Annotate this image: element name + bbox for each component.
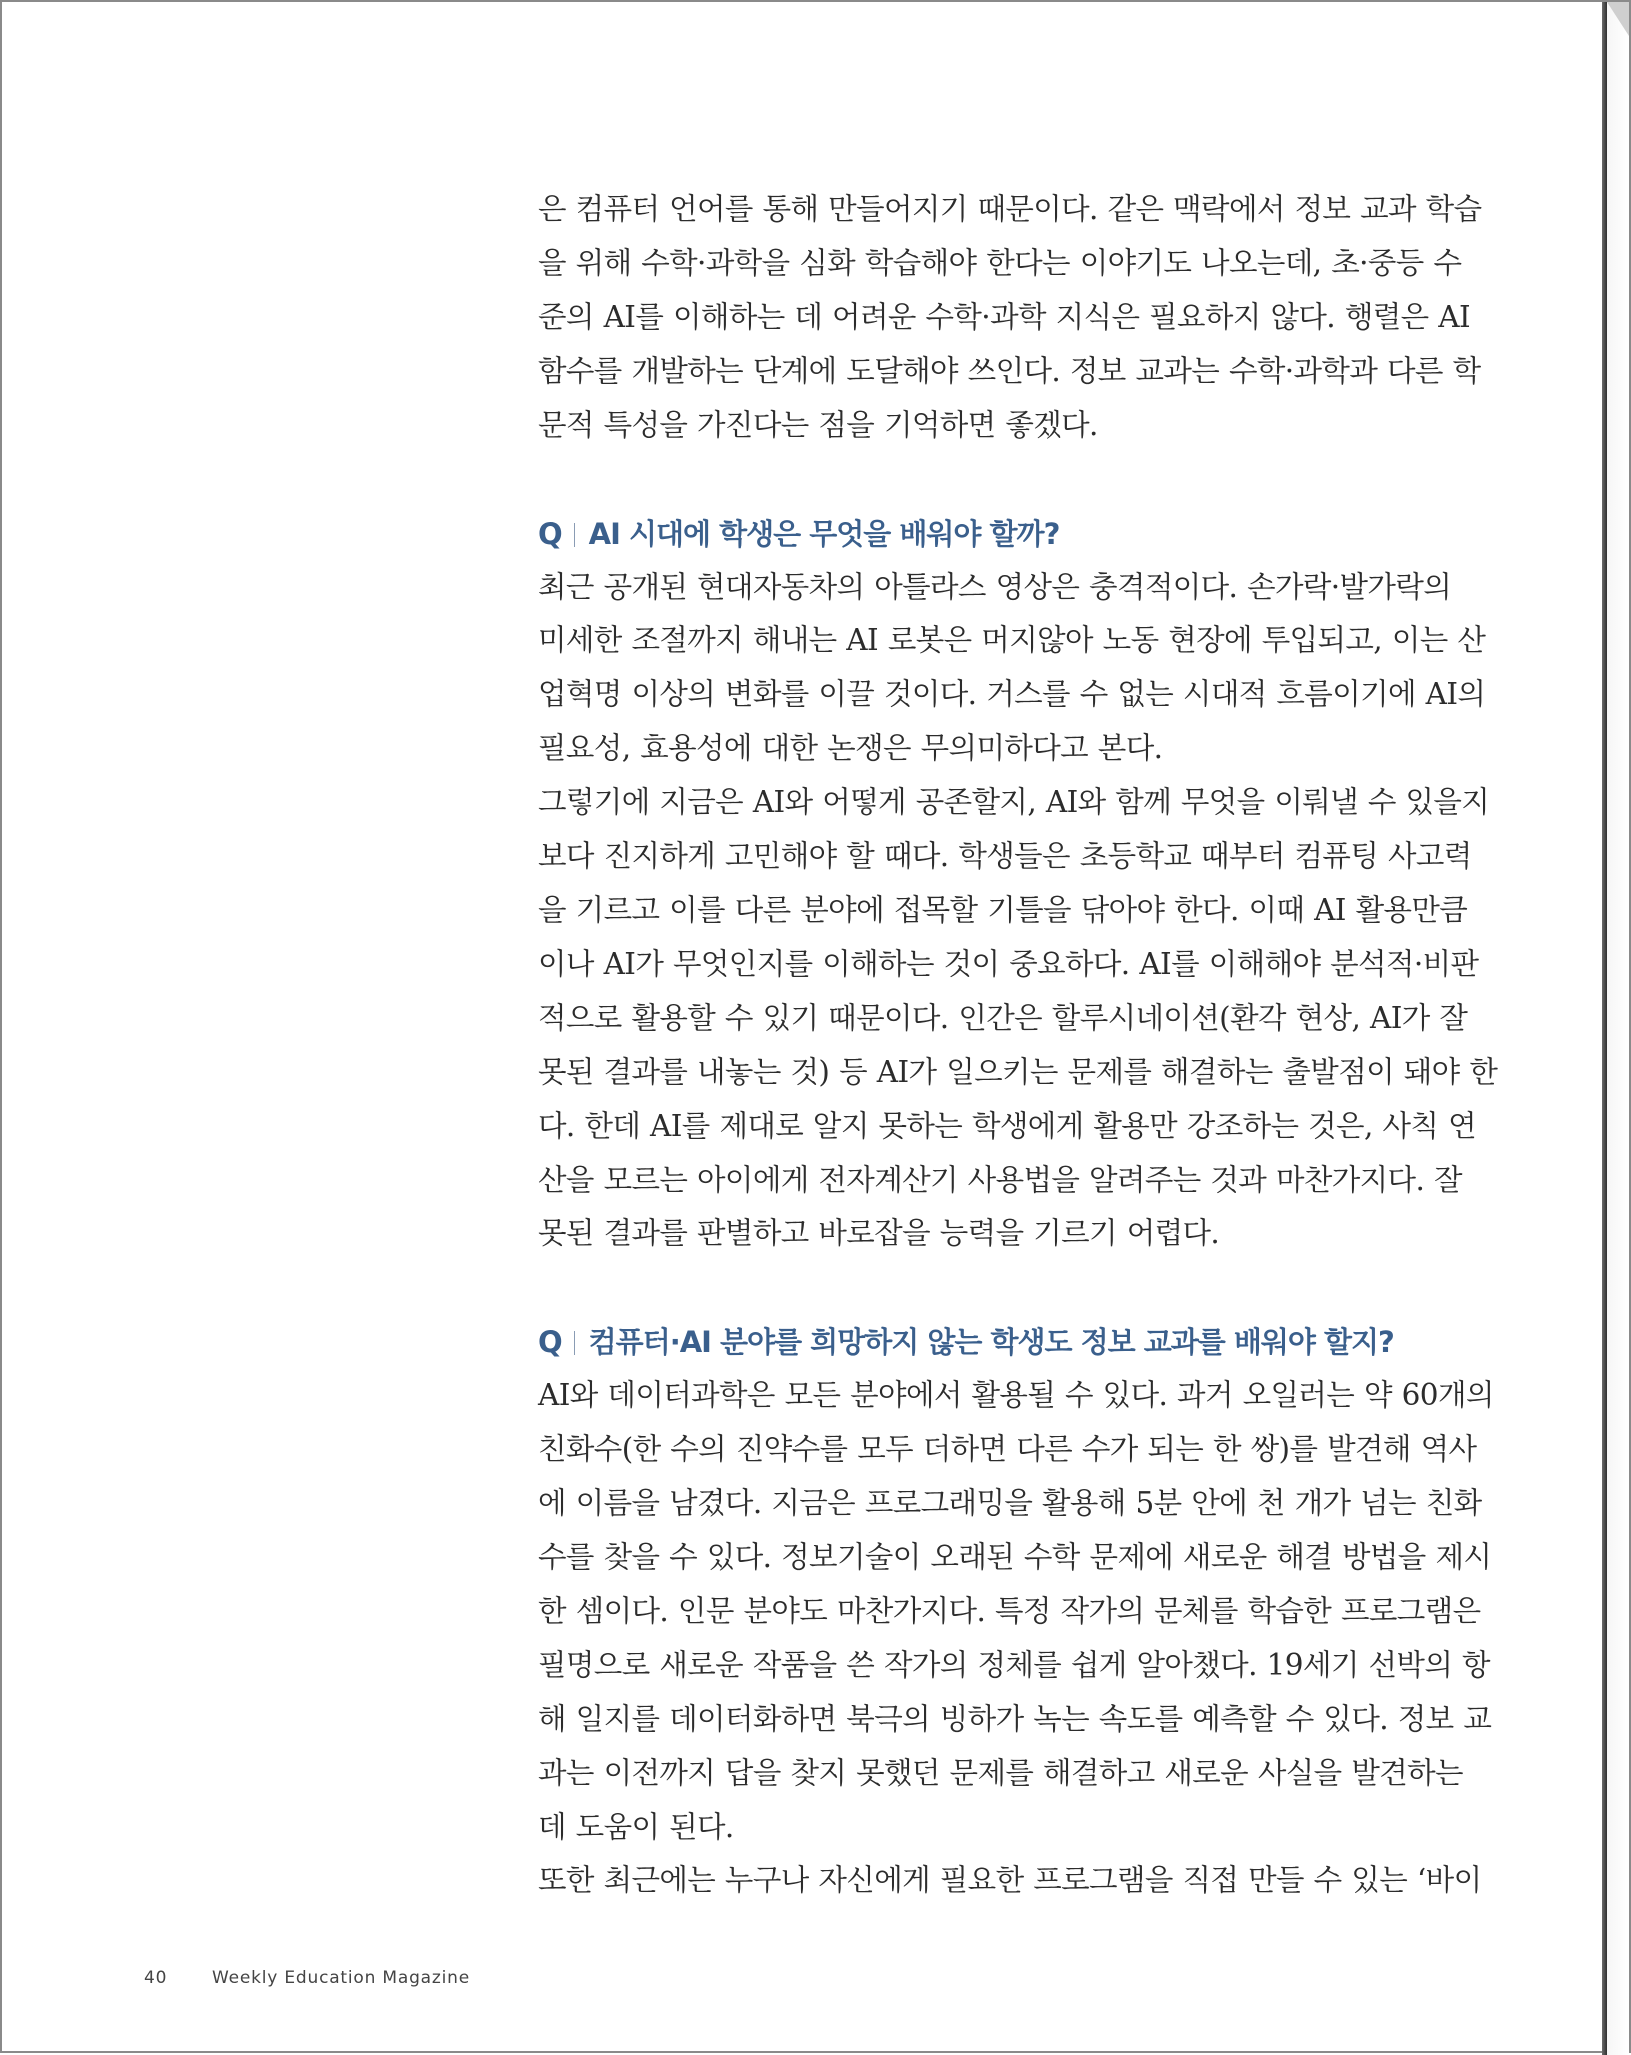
section2-paragraph-1	[538, 1369, 1494, 1854]
text-line: 친화수(한 수의 진약수를 모두 더하면 다른 수가 되는 한 쌍)를 발견해 역사	[538, 1432, 1477, 1467]
text-line: 은 컴퓨터 언어를 통해 만들어지기 때문이다. 같은 맥락에서 정보 교과 학습	[538, 192, 1482, 226]
section-heading-info-subject	[538, 1315, 1444, 1369]
text-line: 다. 한데 AI를 제대로 알지 못하는 학생에게 활용만 강조하는 것은, 사칙 연	[538, 1108, 1476, 1143]
section1-paragraph-1	[538, 561, 1486, 777]
article-body	[538, 183, 1498, 1908]
section-spacer	[538, 1261, 1444, 1315]
text-line: 업혁명 이상의 변화를 이끌 것이다. 거스를 수 없는 시대적 흐름이기에 AI의	[538, 677, 1486, 712]
text-line: 해 일지를 데이터화하면 북극의 빙하가 녹는 속도를 예측할 수 있다. 정보 교	[538, 1701, 1492, 1736]
text-line: 한 셈이다. 인문 분야도 마찬가지다. 특정 작가의 문체를 학습한 프로그램은	[538, 1593, 1481, 1628]
section1-paragraph-2	[538, 776, 1498, 1261]
text-line: 을 위해 수학·과학을 심화 학습해야 한다는 이야기도 나오는데, 초·중등 수	[538, 245, 1462, 280]
section2-paragraph-2	[538, 1854, 1482, 1908]
text-line: 필요성, 효용성에 대한 논쟁은 무의미하다고 본다.	[538, 731, 1163, 766]
section-heading-ai-era	[538, 507, 1444, 561]
intro-paragraph	[538, 183, 1482, 453]
heading-divider	[574, 523, 575, 547]
text-line: 데 도움이 된다.	[538, 1809, 734, 1844]
text-line: 또한 최근에는 누구나 자신에게 필요한 프로그램을 직접 만들 수 있는 ‘바이	[538, 1863, 1482, 1898]
text-line: 그렇기에 지금은 AI와 어떻게 공존할지, AI와 함께 무엇을 이뤄낼 수 있을지	[538, 785, 1490, 820]
text-line: 준의 AI를 이해하는 데 어려운 수학·과학 지식은 필요하지 않다. 행렬은 AI	[538, 299, 1471, 334]
heading-divider	[574, 1331, 575, 1355]
text-line: 에 이름을 남겼다. 지금은 프로그래밍을 활용해 5분 안에 천 개가 넘는 친화	[538, 1486, 1482, 1521]
question-text: AI 시대에 학생은 무엇을 배워야 할까?	[588, 516, 1060, 551]
section-spacer	[538, 453, 1444, 507]
text-line: 이나 AI가 무엇인지를 이해하는 것이 중요하다. AI를 이해해야 분석적·비판	[538, 946, 1479, 981]
text-line: 필명으로 새로운 작품을 쓴 작가의 정체를 쉽게 알아챘다. 19세기 선박의 항	[538, 1647, 1490, 1682]
page-corner	[1607, 2, 1629, 36]
text-line: 산을 모르는 아이에게 전자계산기 사용법을 알려주는 것과 마찬가지다. 잘	[538, 1162, 1462, 1197]
page-edge-shadow	[1602, 2, 1607, 2055]
page-footer	[144, 1968, 470, 1988]
question-label: Q	[538, 516, 562, 551]
text-line: 미세한 조절까지 해내는 AI 로봇은 머지않아 노동 현장에 투입되고, 이는 산	[538, 623, 1486, 658]
text-line: 못된 결과를 내놓는 것) 등 AI가 일으키는 문제를 해결하는 출발점이 돼야 한	[538, 1054, 1498, 1089]
text-line: 문적 특성을 가진다는 점을 기억하면 좋겠다.	[538, 407, 1098, 442]
text-line: 보다 진지하게 고민해야 할 때다. 학생들은 초등학교 때부터 컴퓨팅 사고력	[538, 839, 1472, 874]
text-line: AI와 데이터과학은 모든 분야에서 활용될 수 있다. 과거 오일러는 약 60개의	[538, 1378, 1494, 1413]
text-line: 수를 찾을 수 있다. 정보기술이 오래된 수학 문제에 새로운 해결 방법을 제시	[538, 1540, 1492, 1575]
text-line: 을 기르고 이를 다른 분야에 접목할 기틀을 닦아야 한다. 이때 AI 활용만큼	[538, 892, 1468, 927]
page-number: 40	[144, 1968, 168, 1988]
text-line: 함수를 개발하는 단계에 도달해야 쓰인다. 정보 교과는 수학·과학과 다른 학	[538, 353, 1481, 388]
text-line: 적으로 활용할 수 있기 때문이다. 인간은 할루시네이션(환각 현상, AI가 잘	[538, 1000, 1468, 1035]
magazine-name: Weekly Education Magazine	[212, 1968, 470, 1988]
text-line: 못된 결과를 판별하고 바로잡을 능력을 기르기 어렵다.	[538, 1216, 1220, 1251]
text-line: 최근 공개된 현대자동차의 아틀라스 영상은 충격적이다. 손가락·발가락의	[538, 569, 1452, 604]
page-edge-fold	[1606, 2, 1629, 2055]
question-label: Q	[538, 1325, 562, 1360]
question-text: 컴퓨터·AI 분야를 희망하지 않는 학생도 정보 교과를 배워야 할지?	[588, 1325, 1394, 1360]
text-line: 과는 이전까지 답을 찾지 못했던 문제를 해결하고 새로운 사실을 발견하는	[538, 1755, 1463, 1790]
